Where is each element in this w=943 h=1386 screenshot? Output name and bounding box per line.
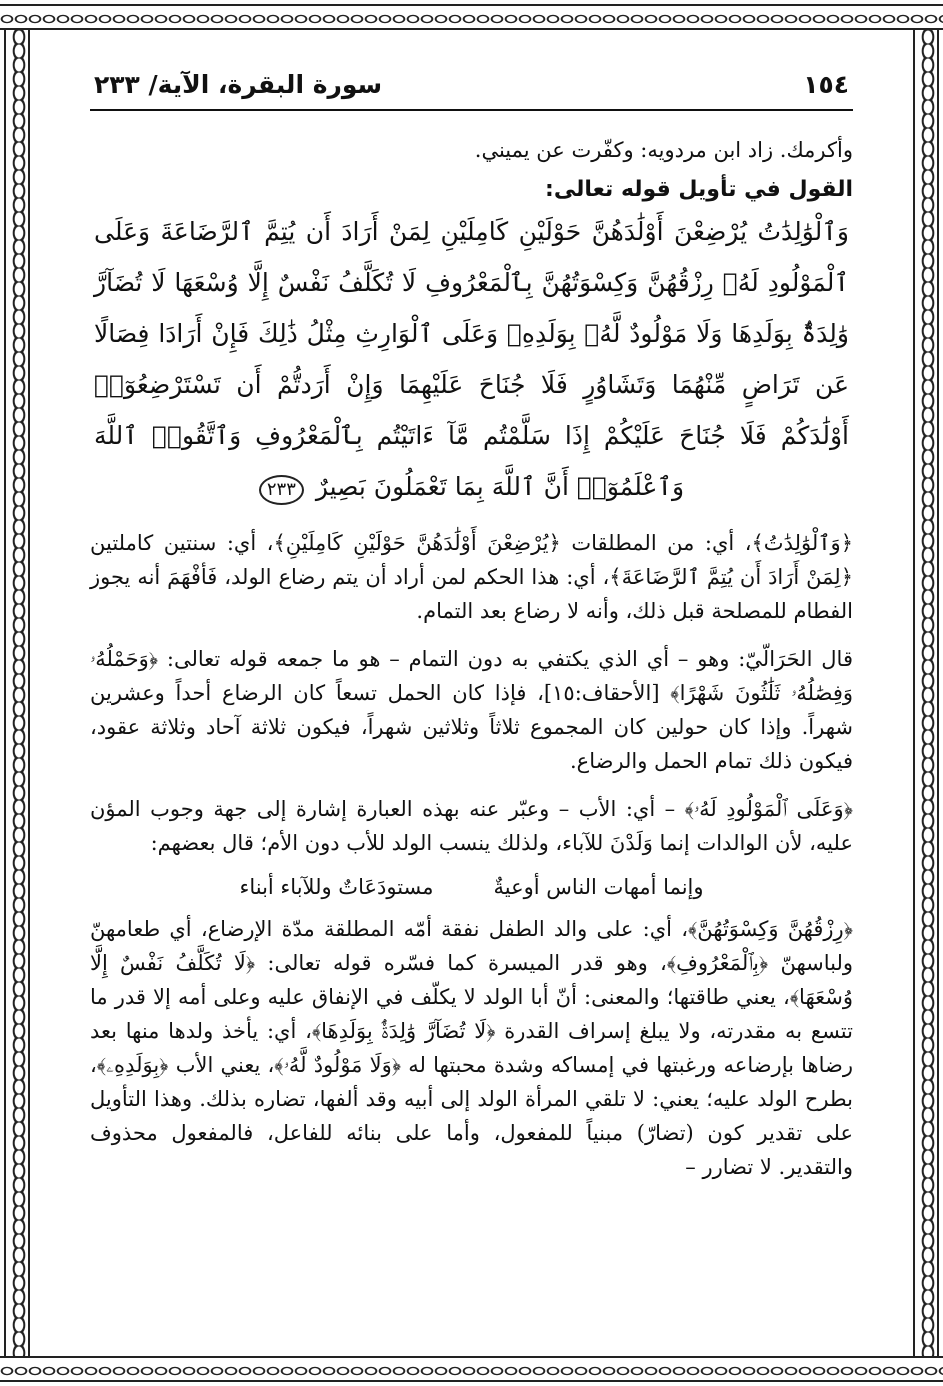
poem-verse xyxy=(90,870,853,904)
verse-text: وَٱلْوَٰلِدَٰتُ يُرْضِعْنَ أَوْلَٰدَهُنَّ حَوْلَيْنِ كَامِلَيْنِ لِمَنْ أَرَادَ أَن يُتِمَّ ٱلرَّضَاعَةَ وَعَلَى ٱلْمَوْلُودِ لَهُۥ رِزْقُهُنَّ وَكِسْوَتُهُنَّ بِٱلْمَعْرُوفِ لَا تُكَلَّفُ نَفْسٌ إِلَّا وُسْعَهَا لَا تُضَآرَّ وَٰلِدَةٌۢ بِوَلَدِهَا وَلَا مَوْلُودٌ لَّهُۥ بِوَلَدِهِۦ وَعَلَى ٱلْوَارِثِ مِثْلُ ذَٰلِكَ فَإِنْ أَرَادَا فِصَالًا عَن تَرَاضٍ مِّنْهُمَا وَتَشَاوُرٍ فَلَا جُنَاحَ عَلَيْهِمَا وَإِنْ أَرَدتُّمْ أَن تَسْتَرْضِعُوٓا۟ أَوْلَٰدَكُمْ فَلَا جُنَاحَ عَلَيْكُمْ إِذَا سَلَّمْتُم مَّآ ءَاتَيْتُم بِٱلْمَعْرُوفِ وَٱتَّقُوا۟ ٱللَّهَ وَٱعْلَمُوٓا۟ أَنَّ ٱللَّهَ بِمَا تَعْمَلُونَ بَصِيرٌ xyxy=(94,217,849,501)
section-heading: القول في تأويل قوله تعالى: xyxy=(545,177,853,202)
intro-line: وأكرمك. زاد ابن مردويه: وكفّرت عن يميني. xyxy=(474,138,853,162)
running-header xyxy=(90,70,853,111)
commentary-paragraph-3: ﴿وَعَلَى ٱلْمَوْلُودِ لَهُۥ﴾ – أي: الأب – وعبّر عنه بهذه العبارة إشارة إلى جهة وجوب المؤن عليه، لأن الوالدات إنما وَلَدْنَ للآباء، ولذلك ينسب الولد للأب دون الأم؛ قال بعضهم: xyxy=(90,797,853,855)
ornamental-border-right xyxy=(913,30,939,1356)
page-number: ١٥٤ xyxy=(803,70,849,99)
verse-number-marker: ٢٣٣ xyxy=(259,475,304,505)
poem-hemistich-2: مستودَعَاتٌ وللآباء أبناء xyxy=(239,875,434,899)
quran-verse xyxy=(90,206,853,512)
commentary-paragraph-1: ﴿وَٱلْوَٰلِدَٰتُ﴾، أي: من المطلقات ﴿يُرْضِعْنَ أَوْلَٰدَهُنَّ حَوْلَيْنِ كَامِلَيْنِ﴾، أي: سنتين كاملتين ﴿لِمَنْ أَرَادَ أَن يُتِمَّ ٱلرَّضَاعَةَ﴾، أي: هذا الحكم لمن أراد أن يتم رضاع الولد، فَأفْهَمَ أنه يجوز الفطام للمصلحة قبل ذلك، وأنه لا رضاع بعد التمام. xyxy=(90,531,853,623)
ornamental-border-bottom xyxy=(0,1356,943,1382)
ornamental-border-left xyxy=(4,30,30,1356)
commentary-paragraph-4: ﴿رِزْقُهُنَّ وَكِسْوَتُهُنَّ﴾، أي: على والد الطفل نفقة أمّه المطلقة مدّة الإرضاع، أي طعامهنّ ولباسهنّ ﴿بِٱلْمَعْرُوفِ﴾، وهو قدر الميسرة كما فسّره قوله تعالى: ﴿لَا تُكَلَّفُ نَفْسٌ إِلَّا وُسْعَهَا﴾، يعني طاقتها؛ والمعنى: أنّ أبا الولد لا يكلّف في الإنفاق عليه وعلى أمه إلا قدر ما تتسع به مقدرته، ولا يبلغ إسراف القدرة ﴿لَا تُضَآرَّ وَٰلِدَةٌۢ بِوَلَدِهَا﴾، أي: يأخذ ولدها منها بعد رضاها بإرضاعه ورغبتها في إمساكه وشدة محبتها له ﴿وَلَا مَوْلُودٌ لَّهُۥ﴾، يعني الأب ﴿بِوَلَدِهِۦ﴾، بطرح الولد عليه؛ يعني: لا تلقي المرأة الولد إلى أبيه وقد ألفها، تضاره بذلك. وهذا التأويل على تقدير كون (تضارّ) مبنياً للمفعول، وأما على بنائه للفاعل، فالمفعول محذوف والتقدير. لا تضارر – xyxy=(90,917,853,1179)
page-content xyxy=(90,70,853,1346)
chapter-title: سورة البقرة، الآية/ ٢٣٣ xyxy=(94,70,383,99)
commentary-paragraph-2: قال الحَرَالّيّ: وهو – أي الذي يكتفي به دون التمام – هو ما جمعه قوله تعالى: ﴿وَحَمْلُهُۥ وَفِصَٰلُهُۥ ثَلَٰثُونَ شَهْرًا﴾ [الأحقاف:١٥]، فإذا كان الحمل تسعاً كان الرضاع أحداً وعشرين شهراً. وإذا كان حولين كان المجموع ثلاثاً وثلاثين شهراً، فيكون ثلاثة آحاد وثلاثة عقود، فيكون ذلك تمام الحمل والرضاع. xyxy=(90,647,853,773)
ornamental-border-top xyxy=(0,4,943,30)
poem-hemistich-1: وإنما أمهات الناس أوعيةٌ xyxy=(493,875,704,899)
